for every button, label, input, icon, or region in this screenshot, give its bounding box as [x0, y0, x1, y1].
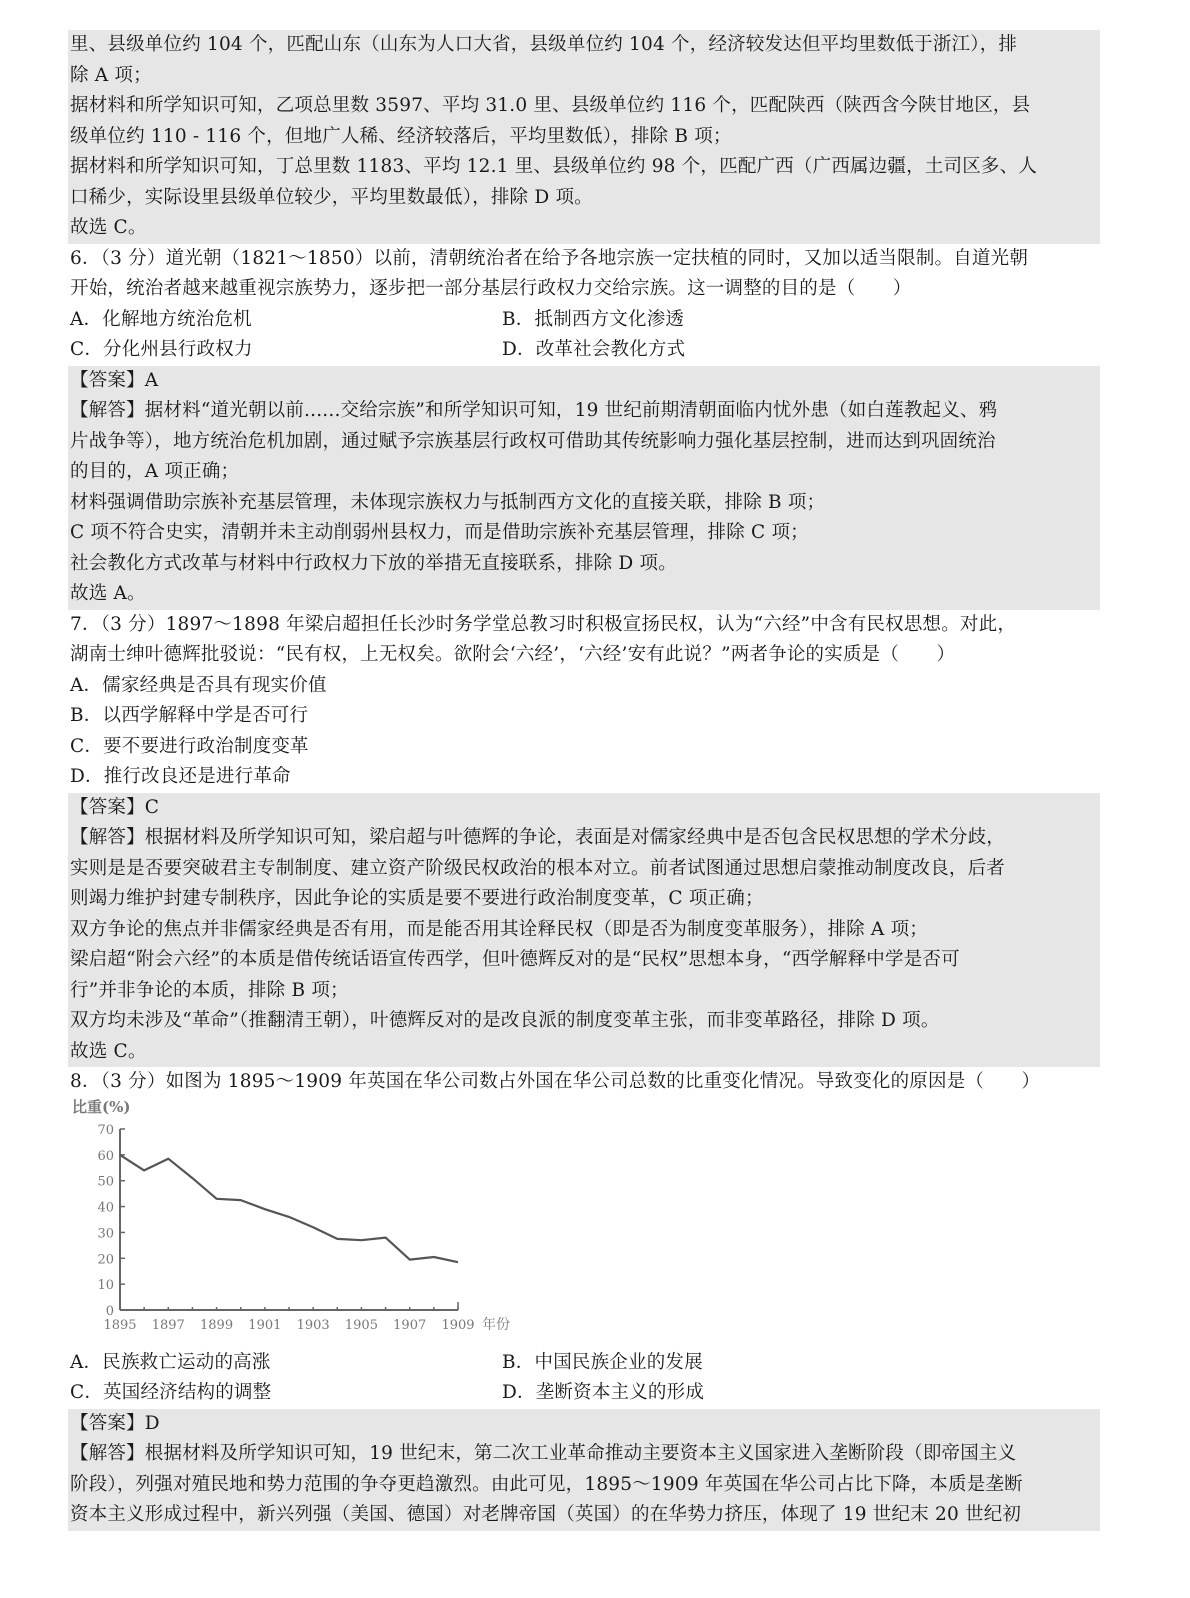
text-line: 社会教化方式改革与材料中行政权力下放的举措无直接联系，排除 D 项。 [70, 552, 677, 574]
y-tick-label: 50 [97, 1174, 114, 1190]
text-line: 级单位约 110 - 116 个，但地广人稀、经济较落后，平均里数低），排除 B 项； [70, 125, 732, 147]
q8-answer [68, 1409, 1100, 1531]
answer-label: 【答案】C [70, 796, 160, 818]
y-axis-label: 比重(%) [72, 1097, 131, 1116]
text-line: 双方争论的焦点并非儒家经典是否有用，而是能否用其诠释民权（即是否为制度变革服务），排除 A 项； [70, 918, 928, 940]
y-tick-label: 30 [97, 1225, 114, 1241]
question-stem: 6．（3 分）道光朝（1821～1850）以前，清朝统治者在给予各地宗族一定扶植的同时，又加以适当限制。自道光朝 [70, 247, 1029, 269]
text-line: 实则是是否要突破君主专制制度、建立资产阶级民权政治的根本对立。前者试图通过思想启蒙推动制度改良，后者 [70, 857, 1006, 879]
text-line: 故选 C。 [70, 217, 147, 238]
question-stem: 7．（3 分）1897～1898 年梁启超担任长沙时务学堂总教习时积极宣扬民权，认为“六经”中含有民权思想。对此， [70, 613, 1017, 635]
option-c: C．英国经济结构的调整 [70, 1382, 272, 1403]
y-tick-label: 70 [97, 1122, 114, 1138]
text-line: 材料强调借助宗族补充基层管理，未体现宗族权力与抵制西方文化的直接关联，排除 B 项； [70, 491, 826, 513]
answer-label: 【答案】D [70, 1412, 160, 1434]
y-tick-label: 20 [97, 1251, 114, 1267]
x-tick-label: 1899 [200, 1317, 234, 1333]
option-a: A．化解地方统治危机 [70, 308, 252, 330]
text-line: 据材料和所学知识可知，丁总里数 1183、平均 12.1 里、县级单位约 98 个，匹配广西（广西属边疆，土司区多、人 [70, 156, 1038, 177]
question-7 [68, 610, 1100, 793]
text-line: 行”并非争论的本质，排除 B 项； [70, 979, 349, 1001]
options-row [68, 335, 1100, 366]
text-line: 资本主义形成过程中，新兴列强（美国、德国）对老牌帝国（英国）的在华势力挤压，体现了 19 世纪末 20 世纪初 [70, 1504, 1022, 1525]
text-line: 里、县级单位约 104 个，匹配山东（山东为人口大省，县级单位约 104 个，经济较发达但平均里数低于浙江），排 [70, 34, 1018, 55]
q6-answer [68, 366, 1100, 610]
option-d: D．垄断资本主义的形成 [502, 1382, 705, 1403]
question-stem: 开始，统治者越来越重视宗族势力，逐步把一部分基层行政权力交给宗族。这一调整的目的是（ ） [70, 278, 912, 299]
text-line: 【解答】根据材料及所学知识可知，梁启超与叶德辉的争论，表面是对儒家经典中是否包含民权思想的学术分歧， [70, 827, 1006, 848]
text-line: C 项不符合史实，清朝并未主动削弱州县权力，而是借助宗族补充基层管理，排除 C 项； [70, 522, 809, 543]
options-row [68, 305, 1100, 336]
x-axis-label: 年份 [482, 1316, 510, 1333]
text-line: 【解答】据材料“道光朝以前......交给宗族”和所学知识可知，19 世纪前期清朝面临内忧外患（如白莲教起义、鸦 [70, 400, 998, 421]
x-tick-label: 1901 [248, 1317, 282, 1333]
text-line: 故选 A。 [70, 583, 146, 604]
text-line: 故选 C。 [70, 1040, 147, 1062]
text-line: 据材料和所学知识可知，乙项总里数 3597、平均 31.0 里、县级单位约 116 个，匹配陕西（陕西含今陕甘地区，县 [70, 95, 1031, 116]
options-row [68, 1348, 1100, 1379]
text-line: 阶段），列强对殖民地和势力范围的争夺更趋激烈。由此可见，1895～1909 年英国在华公司占比下降，本质是垄断 [70, 1473, 1023, 1495]
answer-label: 【答案】A [70, 369, 159, 391]
y-tick-label: 10 [97, 1277, 114, 1293]
document-page [68, 30, 1100, 1531]
text-line: 梁启超“附会六经”的本质是借传统话语宣传西学，但叶德辉反对的是“民权”思想本身，“西学解释中学是否可 [70, 949, 960, 970]
x-tick-label: 1905 [344, 1317, 378, 1333]
option-b: B．中国民族企业的发展 [502, 1351, 703, 1373]
text-line: 则竭力维护封建专制秩序，因此争论的实质是要不要进行政治制度变革，C 项正确； [70, 888, 764, 909]
line-chart [68, 1098, 528, 1348]
x-tick-label: 1903 [296, 1317, 330, 1333]
x-tick-label: 1895 [103, 1317, 137, 1333]
y-tick-label: 60 [97, 1148, 114, 1164]
q5-explanation [68, 30, 1100, 244]
text-line: 口稀少，实际设里县级单位较少，平均里数最低），排除 D 项。 [70, 186, 593, 208]
option-a: A．民族救亡运动的高涨 [70, 1351, 271, 1373]
text-line: 的目的，A 项正确； [70, 461, 240, 482]
option-a: A．儒家经典是否具有现实价值 [70, 674, 327, 696]
text-line: 双方均未涉及“革命”（推翻清王朝），叶德辉反对的是改良派的制度变革主张，而非变革路径，排除 D 项。 [70, 1010, 940, 1031]
option-c: C．要不要进行政治制度变革 [70, 735, 309, 757]
option-b: B．抵制西方文化渗透 [502, 308, 685, 330]
question-6 [68, 244, 1100, 366]
x-tick-label: 1907 [393, 1317, 427, 1333]
x-tick-label: 1909 [441, 1317, 475, 1333]
text-line: 除 A 项； [70, 64, 152, 86]
option-b: B．以西学解释中学是否可行 [70, 705, 309, 726]
data-series-line [120, 1154, 458, 1261]
option-d: D．改革社会教化方式 [502, 339, 686, 360]
option-d: D．推行改良还是进行革命 [70, 766, 291, 787]
q7-answer [68, 793, 1100, 1068]
question-8 [68, 1067, 1100, 1409]
text-line: 片战争等），地方统治危机加剧，通过赋予宗族基层行政权可借助其传统影响力强化基层控制，进而达到巩固统治 [70, 430, 996, 452]
x-tick-label: 1897 [151, 1317, 185, 1333]
y-tick-label: 0 [105, 1303, 114, 1319]
question-stem: 8．（3 分）如图为 1895～1909 年英国在华公司数占外国在华公司总数的比重变化情况。导致变化的原因是（ ） [70, 1071, 1041, 1092]
question-stem: 湖南士绅叶德辉批驳说：“民有权，上无权矣。欲附会‘六经’，‘六经’安有此说？”两者争论的实质是（ ） [70, 644, 956, 665]
chart-canvas [68, 1098, 538, 1348]
text-line: 【解答】根据材料及所学知识可知，19 世纪末，第二次工业革命推动主要资本主义国家进入垄断阶段（即帝国主义 [70, 1443, 1017, 1464]
option-c: C．分化州县行政权力 [70, 339, 253, 360]
y-tick-label: 40 [97, 1200, 114, 1216]
options-row [68, 1378, 1100, 1409]
